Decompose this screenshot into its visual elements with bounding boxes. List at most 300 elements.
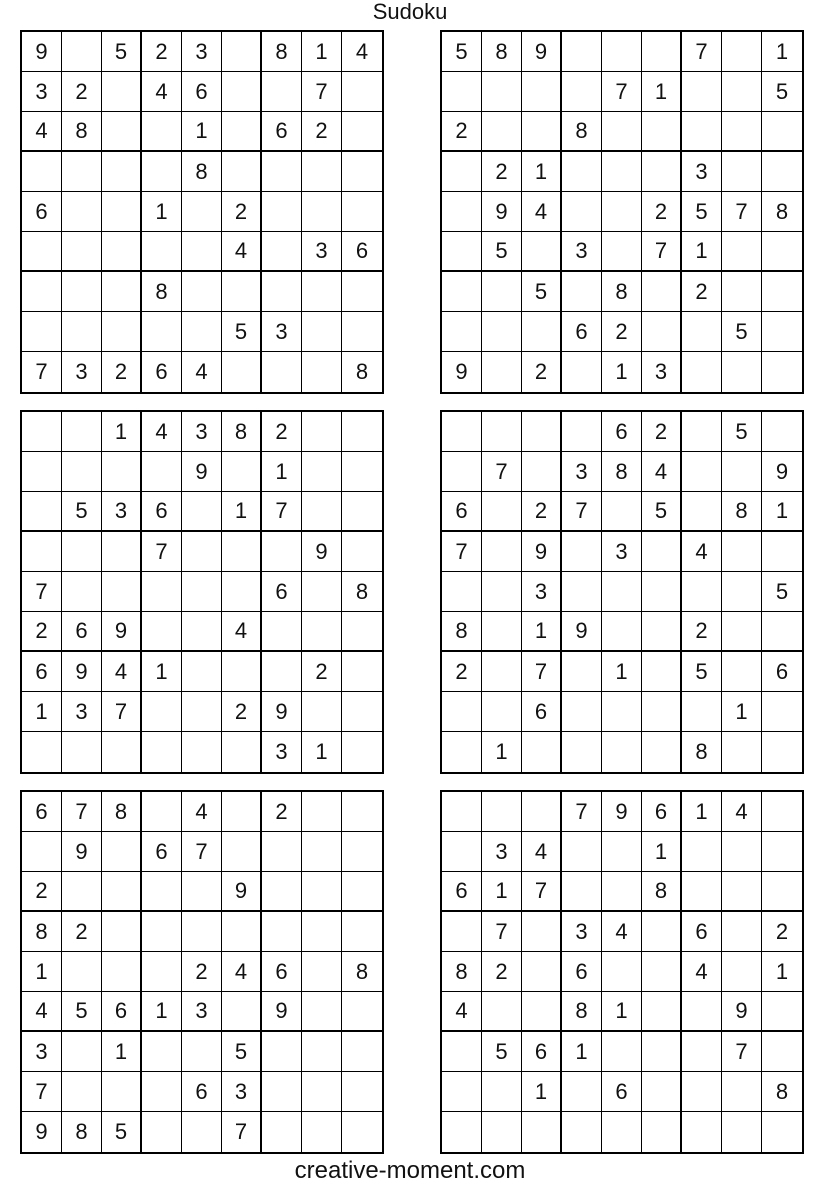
sudoku-cell: 3 [62,692,102,732]
sudoku-cell [222,352,262,392]
sudoku-cell [762,832,802,872]
sudoku-cell [682,452,722,492]
sudoku-cell [302,492,342,532]
sudoku-cell: 4 [22,992,62,1032]
sudoku-cell [222,912,262,952]
sudoku-cell: 9 [602,792,642,832]
sudoku-cell [222,532,262,572]
sudoku-cell [562,72,602,112]
sudoku-cell: 6 [522,1032,562,1072]
sudoku-cell [342,872,382,912]
sudoku-cell [722,452,762,492]
sudoku-cell: 7 [562,492,602,532]
sudoku-cell: 1 [522,152,562,192]
sudoku-cell [602,232,642,272]
sudoku-cell [22,492,62,532]
sudoku-cell [22,152,62,192]
sudoku-cell: 4 [682,952,722,992]
sudoku-cell [302,412,342,452]
sudoku-cell [642,532,682,572]
sudoku-cell: 2 [522,352,562,392]
sudoku-cell [262,912,302,952]
sudoku-cell: 3 [602,532,642,572]
sudoku-cell [642,112,682,152]
sudoku-cell: 1 [302,732,342,772]
sudoku-grid-3 [20,410,384,774]
sudoku-cell [642,1112,682,1152]
sudoku-cell [302,912,342,952]
sudoku-cell: 5 [482,1032,522,1072]
sudoku-cell: 2 [762,912,802,952]
sudoku-cell: 9 [262,992,302,1032]
sudoku-cell: 8 [102,792,142,832]
sudoku-cell [142,912,182,952]
sudoku-cell: 2 [442,652,482,692]
sudoku-cell [342,312,382,352]
sudoku-cell [102,952,142,992]
sudoku-cell [342,192,382,232]
sudoku-cell: 1 [602,652,642,692]
sudoku-cell: 3 [22,72,62,112]
sudoku-cell [682,112,722,152]
sudoku-cell [302,1072,342,1112]
sudoku-cell [62,452,102,492]
sudoku-cell [762,992,802,1032]
sudoku-cell [762,792,802,832]
sudoku-cell [562,412,602,452]
sudoku-cell: 1 [142,192,182,232]
sudoku-cell: 7 [22,1072,62,1112]
sudoku-cell: 1 [682,232,722,272]
sudoku-cell [562,692,602,732]
sudoku-cell [602,192,642,232]
sudoku-cell [222,792,262,832]
sudoku-cell [342,612,382,652]
sudoku-cell: 8 [342,572,382,612]
sudoku-cell: 3 [562,232,602,272]
sudoku-cell: 8 [442,952,482,992]
sudoku-cell: 5 [762,72,802,112]
sudoku-cell [102,312,142,352]
sudoku-cell: 8 [762,1072,802,1112]
sudoku-cell: 2 [442,112,482,152]
sudoku-cell: 1 [762,952,802,992]
sudoku-cell [762,1112,802,1152]
sudoku-cell: 9 [302,532,342,572]
sudoku-cell: 6 [22,192,62,232]
sudoku-cell [562,32,602,72]
sudoku-cell [722,112,762,152]
sudoku-cell [262,1032,302,1072]
sudoku-cell: 5 [682,652,722,692]
sudoku-cell [522,312,562,352]
sudoku-cell [142,572,182,612]
sudoku-cell [562,732,602,772]
sudoku-cell [682,352,722,392]
sudoku-cell: 4 [722,792,762,832]
sudoku-cell [222,152,262,192]
sudoku-cell [62,872,102,912]
sudoku-cell [262,872,302,912]
sudoku-cell: 1 [482,732,522,772]
sudoku-cell [442,1072,482,1112]
sudoku-cell: 8 [342,952,382,992]
sudoku-cell [62,572,102,612]
sudoku-cell: 7 [262,492,302,532]
sudoku-cell: 7 [522,872,562,912]
sudoku-cell: 1 [22,952,62,992]
sudoku-cell [142,1032,182,1072]
sudoku-cell [642,152,682,192]
sudoku-cell [302,572,342,612]
sudoku-cell: 8 [562,992,602,1032]
sudoku-cell [722,1112,762,1152]
sudoku-cell: 2 [682,272,722,312]
sudoku-cell [102,232,142,272]
sudoku-cell: 3 [522,572,562,612]
sudoku-cell: 1 [302,32,342,72]
sudoku-cell: 8 [442,612,482,652]
sudoku-cell: 4 [182,792,222,832]
sudoku-cell [642,272,682,312]
sudoku-cell: 5 [222,1032,262,1072]
sudoku-cell [302,1112,342,1152]
sudoku-cell: 6 [262,952,302,992]
sudoku-cell: 5 [642,492,682,532]
sudoku-cell [342,832,382,872]
sudoku-cell [602,952,642,992]
sudoku-cell [342,532,382,572]
sudoku-cell [142,152,182,192]
sudoku-cell: 4 [22,112,62,152]
sudoku-cell: 7 [142,532,182,572]
sudoku-cell [342,992,382,1032]
sudoku-cell [522,452,562,492]
sudoku-cell: 6 [262,112,302,152]
sudoku-cell [482,412,522,452]
sudoku-cell: 2 [222,192,262,232]
sudoku-cell [482,112,522,152]
sudoku-cell: 2 [22,612,62,652]
sudoku-cell: 6 [522,692,562,732]
sudoku-cell [342,112,382,152]
sudoku-cell [642,572,682,612]
sudoku-cell: 1 [22,692,62,732]
sudoku-cell: 2 [482,152,522,192]
sudoku-cell: 6 [22,652,62,692]
sudoku-cell: 3 [182,32,222,72]
sudoku-cell [62,952,102,992]
sudoku-cell [302,152,342,192]
sudoku-cell: 2 [102,352,142,392]
sudoku-cell [522,912,562,952]
sudoku-cell [182,692,222,732]
sudoku-cell [722,912,762,952]
sudoku-cell [762,272,802,312]
sudoku-cell: 1 [762,492,802,532]
sudoku-cell [482,992,522,1032]
sudoku-cell [642,692,682,732]
sudoku-cell: 7 [722,1032,762,1072]
sudoku-cell: 2 [222,692,262,732]
sudoku-cell [342,912,382,952]
sudoku-cell [142,612,182,652]
sudoku-cell [762,532,802,572]
sudoku-cell [722,232,762,272]
sudoku-cell [602,692,642,732]
sudoku-cell: 6 [142,352,182,392]
sudoku-cell: 9 [62,832,102,872]
sudoku-cell [722,32,762,72]
sudoku-cell: 9 [62,652,102,692]
sudoku-cell [762,352,802,392]
sudoku-cell [102,152,142,192]
sudoku-cell: 8 [222,412,262,452]
sudoku-cell [722,832,762,872]
sudoku-cell: 5 [62,992,102,1032]
sudoku-cell: 7 [482,912,522,952]
sudoku-cell [302,1032,342,1072]
sudoku-cell [642,1032,682,1072]
page-title: Sudoku [372,0,448,24]
sudoku-cell: 1 [682,792,722,832]
sudoku-cell [262,612,302,652]
sudoku-cell: 1 [482,872,522,912]
sudoku-cell: 4 [222,612,262,652]
sudoku-cell [62,272,102,312]
sudoku-cell [762,1032,802,1072]
sudoku-cell [482,72,522,112]
sudoku-cell: 6 [182,72,222,112]
sudoku-cell [722,352,762,392]
sudoku-cell [682,412,722,452]
sudoku-cell: 9 [522,532,562,572]
sudoku-cell: 6 [342,232,382,272]
sudoku-cell [442,692,482,732]
sudoku-cell: 8 [62,112,102,152]
sudoku-cell: 2 [22,872,62,912]
sudoku-cell [482,572,522,612]
sudoku-cell [62,152,102,192]
sudoku-cell: 4 [142,412,182,452]
sudoku-cell: 9 [442,352,482,392]
sudoku-cell [342,692,382,732]
sudoku-cell: 6 [22,792,62,832]
sudoku-cell: 1 [142,652,182,692]
sudoku-cell [722,1072,762,1112]
sudoku-cell: 9 [102,612,142,652]
sudoku-cell [762,612,802,652]
sudoku-grid-6 [440,790,804,1154]
sudoku-cell [442,312,482,352]
sudoku-cell [602,612,642,652]
sudoku-cell: 3 [642,352,682,392]
sudoku-cell: 8 [562,112,602,152]
sudoku-grid-5 [20,790,384,1154]
sudoku-cell [262,72,302,112]
sudoku-cell [602,112,642,152]
sudoku-cell: 3 [482,832,522,872]
sudoku-cell [222,32,262,72]
sudoku-cell [62,1032,102,1072]
sudoku-cell [762,692,802,732]
sudoku-cell [562,1112,602,1152]
sudoku-cell [142,452,182,492]
sudoku-cell [602,832,642,872]
sudoku-cell [682,1032,722,1072]
sudoku-cell: 7 [62,792,102,832]
sudoku-cell: 7 [442,532,482,572]
sudoku-cell: 2 [522,492,562,532]
sudoku-cell [482,1072,522,1112]
sudoku-cell [62,312,102,352]
sudoku-cell [562,652,602,692]
sudoku-cell [262,352,302,392]
sudoku-cell: 5 [102,1112,142,1152]
sudoku-cell [262,832,302,872]
sudoku-cell [482,1112,522,1152]
sudoku-cell [682,1112,722,1152]
sudoku-cell: 3 [22,1032,62,1072]
sudoku-cell [562,832,602,872]
sudoku-cell [342,152,382,192]
sudoku-cell: 2 [642,412,682,452]
sudoku-cell: 1 [182,112,222,152]
sudoku-cell [102,532,142,572]
sudoku-cell [222,572,262,612]
sudoku-cell [642,732,682,772]
sudoku-cell [222,452,262,492]
sudoku-cell [342,452,382,492]
sudoku-cell [682,72,722,112]
sudoku-cell: 7 [642,232,682,272]
sudoku-cell: 1 [642,72,682,112]
sudoku-cell: 7 [102,692,142,732]
sudoku-cell: 9 [482,192,522,232]
sudoku-cell [102,1072,142,1112]
sudoku-cell: 1 [102,412,142,452]
sudoku-cell: 3 [262,312,302,352]
sudoku-cell [682,312,722,352]
sudoku-cell [142,1072,182,1112]
sudoku-cell [102,832,142,872]
sudoku-cell: 1 [142,992,182,1032]
sudoku-cell [102,72,142,112]
sudoku-cell [642,312,682,352]
sudoku-cell [642,912,682,952]
sudoku-cell [182,312,222,352]
sudoku-cell [62,232,102,272]
sudoku-cell [22,232,62,272]
sudoku-cell [222,72,262,112]
sudoku-cell [342,1112,382,1152]
sudoku-cell [102,192,142,232]
sudoku-cell: 1 [102,1032,142,1072]
sudoku-cell [762,872,802,912]
sudoku-cell [482,352,522,392]
sudoku-cell [562,532,602,572]
sudoku-cell: 3 [262,732,302,772]
sudoku-cell [722,732,762,772]
sudoku-cell [442,72,482,112]
sudoku-cell [142,692,182,732]
sudoku-cell: 4 [182,352,222,392]
sudoku-cell [482,652,522,692]
sudoku-cell [722,652,762,692]
sudoku-cell [342,412,382,452]
sudoku-cell [62,532,102,572]
sudoku-cell: 1 [762,32,802,72]
sudoku-cell [142,312,182,352]
sudoku-cell [442,192,482,232]
sudoku-cell: 5 [762,572,802,612]
sudoku-cell: 4 [142,72,182,112]
sudoku-cell [682,692,722,732]
sudoku-cell [682,1072,722,1112]
sudoku-cell [142,1112,182,1152]
sudoku-cell [762,112,802,152]
sudoku-cell [182,1112,222,1152]
sudoku-cell: 6 [562,952,602,992]
sudoku-cell [602,152,642,192]
sudoku-cell: 3 [302,232,342,272]
sudoku-cell [182,912,222,952]
sudoku-cell [302,952,342,992]
sudoku-cell [762,312,802,352]
sudoku-cell [342,1072,382,1112]
sudoku-cell [522,992,562,1032]
sudoku-cell: 1 [642,832,682,872]
sudoku-cell [302,452,342,492]
sudoku-cell: 3 [62,352,102,392]
sudoku-cell [442,792,482,832]
sudoku-cell [602,872,642,912]
sudoku-cell [642,32,682,72]
sudoku-cell [142,952,182,992]
sudoku-cell: 3 [182,412,222,452]
sudoku-cell: 6 [102,992,142,1032]
sudoku-cell [602,1112,642,1152]
sudoku-cell [722,572,762,612]
sudoku-cell [182,572,222,612]
sudoku-cell [642,1072,682,1112]
sudoku-cell [602,732,642,772]
sudoku-cell [342,1032,382,1072]
sudoku-cell: 2 [642,192,682,232]
sudoku-cell [182,532,222,572]
sudoku-cell [22,532,62,572]
sudoku-cell: 7 [522,652,562,692]
sudoku-cell [682,572,722,612]
sudoku-cell [562,572,602,612]
sudoku-cell [222,112,262,152]
sudoku-cell: 2 [602,312,642,352]
sudoku-cell [482,272,522,312]
sudoku-cell: 2 [62,912,102,952]
sudoku-cell [442,452,482,492]
sudoku-cell: 2 [182,952,222,992]
sudoku-cell [262,192,302,232]
sudoku-cell: 9 [222,872,262,912]
sudoku-cell [222,992,262,1032]
sudoku-cell [482,692,522,732]
sudoku-cell: 7 [482,452,522,492]
sudoku-cell [302,192,342,232]
sudoku-cell [62,412,102,452]
sudoku-cell [482,532,522,572]
sudoku-cell [642,952,682,992]
sudoku-cell [342,492,382,532]
